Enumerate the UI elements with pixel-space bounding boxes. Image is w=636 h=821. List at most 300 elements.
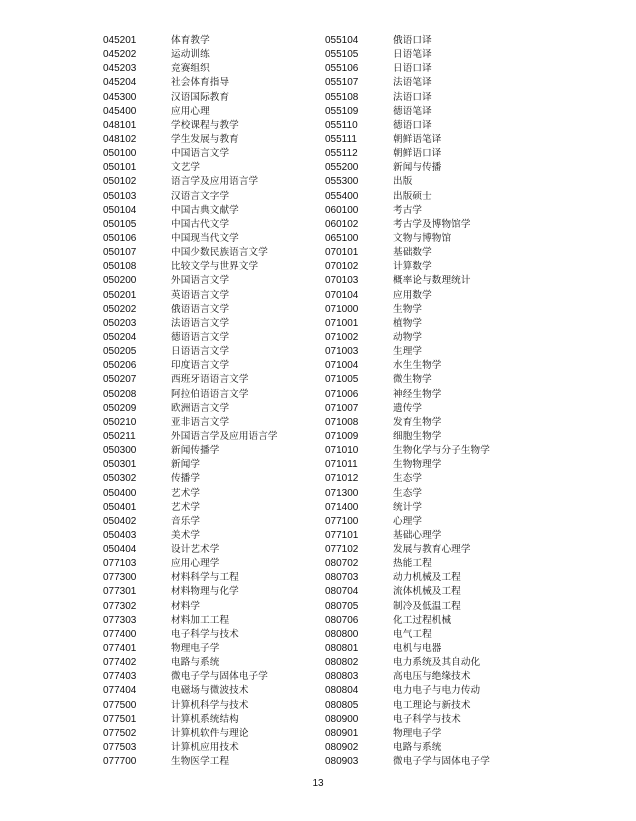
table-row xyxy=(103,246,278,260)
subject-code: 071007 xyxy=(325,402,359,414)
subject-code: 050108 xyxy=(103,261,137,273)
subject-name: 微生物学 xyxy=(393,374,432,386)
table-row xyxy=(103,614,278,628)
subject-name: 统计学 xyxy=(393,501,423,513)
subject-code: 080902 xyxy=(325,742,359,754)
table-row xyxy=(103,656,278,670)
table-row xyxy=(325,557,490,571)
table-row xyxy=(325,600,490,614)
subject-code: 077503 xyxy=(103,742,137,754)
table-row xyxy=(325,105,490,119)
subject-name: 传播学 xyxy=(171,473,201,485)
subject-code: 050106 xyxy=(103,232,137,244)
subject-name: 心理学 xyxy=(393,515,423,527)
subject-code: 071001 xyxy=(325,317,359,329)
subject-code: 055108 xyxy=(325,91,359,103)
subject-name: 运动训练 xyxy=(171,49,210,61)
subject-code: 080703 xyxy=(325,572,359,584)
subject-code: 080803 xyxy=(325,671,359,683)
subject-name: 制冷及低温工程 xyxy=(393,600,461,612)
table-row xyxy=(103,670,278,684)
subject-code: 055200 xyxy=(325,162,359,174)
table-row xyxy=(325,62,490,76)
subject-code: 071004 xyxy=(325,360,359,372)
table-row xyxy=(103,699,278,713)
table-row xyxy=(325,614,490,628)
table-row xyxy=(103,741,278,755)
subject-code: 055104 xyxy=(325,35,359,46)
table-row xyxy=(103,34,278,48)
subject-name: 中国现当代文学 xyxy=(171,232,239,244)
subject-code: 048102 xyxy=(103,133,137,145)
table-row xyxy=(325,656,490,670)
subject-name: 生态学 xyxy=(393,487,423,499)
subject-code: 055300 xyxy=(325,176,359,188)
subject-name: 阿拉伯语语言文学 xyxy=(171,388,249,400)
subject-name: 印度语言文学 xyxy=(171,360,230,372)
subject-code: 077103 xyxy=(103,558,137,570)
subject-name: 遗传学 xyxy=(393,402,423,414)
left-column xyxy=(103,34,278,769)
subject-name: 电子科学与技术 xyxy=(171,628,239,640)
subject-code: 071400 xyxy=(325,501,359,513)
subject-code: 060102 xyxy=(325,218,359,230)
subject-code: 070103 xyxy=(325,275,359,287)
subject-name: 英语语言文学 xyxy=(171,289,230,301)
table-row xyxy=(103,91,278,105)
subject-name: 日语笔译 xyxy=(393,49,432,61)
subject-code: 050401 xyxy=(103,501,137,513)
table-row xyxy=(103,48,278,62)
subject-code: 050203 xyxy=(103,317,137,329)
subject-name: 计算机软件与理论 xyxy=(171,727,249,739)
subject-code: 071002 xyxy=(325,331,359,343)
subject-code: 077302 xyxy=(103,600,137,612)
table-row xyxy=(325,345,490,359)
table-row xyxy=(103,76,278,90)
subject-name: 植物学 xyxy=(393,317,423,329)
table-row xyxy=(103,359,278,373)
table-row xyxy=(325,204,490,218)
subject-code: 077100 xyxy=(325,515,359,527)
subject-name: 应用数学 xyxy=(393,289,432,301)
table-row xyxy=(103,416,278,430)
subject-name: 应用心理 xyxy=(171,105,210,117)
subject-code: 050211 xyxy=(103,430,136,442)
subject-code: 050202 xyxy=(103,303,137,315)
subject-code: 050403 xyxy=(103,529,137,541)
subject-name: 新闻传播学 xyxy=(171,445,220,457)
subject-name: 微电子学与固体电子学 xyxy=(171,671,268,683)
subject-code: 071005 xyxy=(325,374,359,386)
table-row xyxy=(325,472,490,486)
table-row xyxy=(325,359,490,373)
table-row xyxy=(325,48,490,62)
table-row xyxy=(103,642,278,656)
subject-name: 俄语语言文学 xyxy=(171,303,230,315)
subject-code: 080804 xyxy=(325,685,359,697)
table-row xyxy=(325,699,490,713)
subject-name: 电子科学与技术 xyxy=(393,713,461,725)
subject-code: 050104 xyxy=(103,204,137,216)
subject-name: 出版硕士 xyxy=(393,190,432,202)
table-row xyxy=(325,571,490,585)
subject-name: 朝鲜语笔译 xyxy=(393,133,442,145)
subject-code: 050402 xyxy=(103,515,137,527)
subject-name: 设计艺术学 xyxy=(171,544,220,556)
subject-code: 077101 xyxy=(325,529,359,541)
subject-code: 045300 xyxy=(103,91,137,103)
subject-name: 生物化学与分子生物学 xyxy=(393,445,490,457)
subject-code: 071003 xyxy=(325,346,359,358)
subject-name: 计算机科学与技术 xyxy=(171,699,249,711)
subject-name: 物理电子学 xyxy=(393,727,442,739)
table-row xyxy=(325,175,490,189)
table-row xyxy=(103,260,278,274)
table-row xyxy=(325,317,490,331)
subject-code: 050105 xyxy=(103,218,137,230)
subject-name: 材料学 xyxy=(171,600,201,612)
subject-name: 新闻与传播 xyxy=(393,162,442,174)
subject-name: 水生生物学 xyxy=(393,360,442,372)
subject-code: 071006 xyxy=(325,388,359,400)
subject-name: 材料加工工程 xyxy=(171,614,230,626)
subject-name: 生物学 xyxy=(393,303,423,315)
subject-code: 045203 xyxy=(103,63,137,75)
subject-name: 朝鲜语口译 xyxy=(393,148,442,160)
table-row xyxy=(325,501,490,515)
subject-name: 化工过程机械 xyxy=(393,614,452,626)
subject-name: 生理学 xyxy=(393,346,423,358)
table-row xyxy=(325,430,490,444)
subject-name: 语言学及应用语言学 xyxy=(171,176,259,188)
subject-name: 电磁场与微波技术 xyxy=(171,685,249,697)
subject-name: 计算机系统结构 xyxy=(171,713,239,725)
subject-code: 077500 xyxy=(103,699,137,711)
subject-code: 050201 xyxy=(103,289,137,301)
subject-name: 材料物理与化学 xyxy=(171,586,239,598)
subject-code: 050100 xyxy=(103,148,137,160)
table-row xyxy=(103,727,278,741)
subject-name: 出版 xyxy=(393,176,413,188)
table-row xyxy=(325,628,490,642)
subject-code: 071012 xyxy=(325,473,359,485)
table-row xyxy=(325,444,490,458)
subject-code: 077300 xyxy=(103,572,137,584)
table-row xyxy=(103,147,278,161)
subject-name: 中国语言文学 xyxy=(171,148,230,160)
subject-code: 045202 xyxy=(103,49,137,61)
subject-code: 077402 xyxy=(103,657,137,669)
subject-name: 应用心理学 xyxy=(171,558,220,570)
subject-code: 050209 xyxy=(103,402,137,414)
subject-name: 法语语言文学 xyxy=(171,317,230,329)
table-row xyxy=(325,34,490,48)
subject-code: 070104 xyxy=(325,289,359,301)
table-row xyxy=(103,133,278,147)
subject-name: 学生发展与教育 xyxy=(171,133,239,145)
subject-name: 汉语言文字学 xyxy=(171,190,230,202)
subject-name: 发展与教育心理学 xyxy=(393,544,471,556)
table-row xyxy=(103,585,278,599)
table-row xyxy=(103,218,278,232)
subject-name: 中国古代文学 xyxy=(171,218,230,230)
table-row xyxy=(103,204,278,218)
table-row xyxy=(325,260,490,274)
table-row xyxy=(325,91,490,105)
table-row xyxy=(103,755,278,769)
table-row xyxy=(325,402,490,416)
subject-code: 050302 xyxy=(103,473,137,485)
subject-code: 050102 xyxy=(103,176,137,188)
subject-name: 生物医学工程 xyxy=(171,756,230,768)
subject-code: 055111 xyxy=(325,133,357,145)
subject-code: 055110 xyxy=(325,119,358,131)
subject-name: 神经生物学 xyxy=(393,388,442,400)
subject-name: 生物物理学 xyxy=(393,459,442,471)
table-row xyxy=(325,331,490,345)
subject-name: 中国少数民族语言文学 xyxy=(171,247,268,259)
subject-name: 艺术学 xyxy=(171,501,201,513)
subject-name: 德语口译 xyxy=(393,119,432,131)
subject-code: 071300 xyxy=(325,487,359,499)
subject-code: 050205 xyxy=(103,346,137,358)
subject-code: 055112 xyxy=(325,148,358,160)
subject-code: 050210 xyxy=(103,416,137,428)
table-row xyxy=(325,161,490,175)
subject-name: 文艺学 xyxy=(171,162,201,174)
subject-name: 日语语言文学 xyxy=(171,346,230,358)
table-row xyxy=(103,289,278,303)
table-row xyxy=(103,388,278,402)
subject-code: 050103 xyxy=(103,190,137,202)
table-row xyxy=(325,755,490,769)
subject-code: 077700 xyxy=(103,756,137,768)
subject-code: 080901 xyxy=(325,727,359,739)
subject-name: 发育生物学 xyxy=(393,416,442,428)
right-column xyxy=(325,34,490,769)
subject-name: 新闻学 xyxy=(171,459,201,471)
subject-name: 汉语国际教育 xyxy=(171,91,230,103)
subject-code: 045201 xyxy=(103,35,137,46)
table-row xyxy=(325,416,490,430)
table-row xyxy=(325,670,490,684)
subject-name: 物理电子学 xyxy=(171,643,220,655)
subject-name: 法语口译 xyxy=(393,91,432,103)
subject-code: 045400 xyxy=(103,105,137,117)
subject-code: 080706 xyxy=(325,614,359,626)
subject-name: 电工理论与新技术 xyxy=(393,699,471,711)
subject-name: 外国语言文学 xyxy=(171,275,230,287)
table-row xyxy=(103,472,278,486)
subject-code: 050206 xyxy=(103,360,137,372)
subject-code: 080704 xyxy=(325,586,359,598)
table-row xyxy=(103,501,278,515)
table-row xyxy=(103,458,278,472)
table-row xyxy=(103,105,278,119)
subject-name: 美术学 xyxy=(171,529,201,541)
subject-name: 外国语言学及应用语言学 xyxy=(171,430,278,442)
subject-name: 基础数学 xyxy=(393,247,432,259)
table-row xyxy=(325,543,490,557)
table-row xyxy=(325,642,490,656)
subject-name: 中国古典文献学 xyxy=(171,204,239,216)
table-row xyxy=(103,190,278,204)
table-row xyxy=(103,175,278,189)
subject-name: 法语笔译 xyxy=(393,77,432,89)
subject-name: 电力系统及其自动化 xyxy=(393,657,481,669)
table-row xyxy=(103,515,278,529)
subject-name: 德语笔译 xyxy=(393,105,432,117)
table-row xyxy=(103,628,278,642)
subject-code: 055107 xyxy=(325,77,359,89)
subject-name: 音乐学 xyxy=(171,515,201,527)
subject-code: 080800 xyxy=(325,628,359,640)
subject-name: 考古学及博物馆学 xyxy=(393,218,471,230)
table-row xyxy=(325,147,490,161)
table-row xyxy=(325,232,490,246)
subject-code: 050404 xyxy=(103,544,137,556)
subject-code: 080802 xyxy=(325,657,359,669)
subject-code: 071008 xyxy=(325,416,359,428)
subject-name: 比较文学与世界文学 xyxy=(171,261,259,273)
subject-code: 050200 xyxy=(103,275,137,287)
table-row xyxy=(325,727,490,741)
table-row xyxy=(103,543,278,557)
subject-code: 065100 xyxy=(325,232,359,244)
subject-name: 德语语言文学 xyxy=(171,331,230,343)
table-row xyxy=(325,388,490,402)
subject-code: 070102 xyxy=(325,261,359,273)
subject-code: 077403 xyxy=(103,671,137,683)
subject-code: 060100 xyxy=(325,204,359,216)
subject-code: 055106 xyxy=(325,63,359,75)
subject-name: 竞赛组织 xyxy=(171,63,210,75)
subject-name: 电机与电器 xyxy=(393,643,442,655)
table-row xyxy=(325,303,490,317)
subject-name: 学校课程与教学 xyxy=(171,119,239,131)
table-row xyxy=(325,458,490,472)
subject-code: 077404 xyxy=(103,685,137,697)
subject-name: 俄语口译 xyxy=(393,35,432,46)
subject-code: 045204 xyxy=(103,77,137,89)
table-row xyxy=(103,444,278,458)
table-row xyxy=(103,373,278,387)
table-row xyxy=(325,190,490,204)
table-row xyxy=(325,76,490,90)
table-row xyxy=(103,331,278,345)
subject-code: 077502 xyxy=(103,727,137,739)
subject-code: 071009 xyxy=(325,430,359,442)
subject-name: 电力电子与电力传动 xyxy=(393,685,481,697)
table-row xyxy=(325,529,490,543)
subject-code: 080702 xyxy=(325,558,359,570)
subject-name: 社会体育指导 xyxy=(171,77,230,89)
subject-code: 055400 xyxy=(325,190,359,202)
subject-code: 050208 xyxy=(103,388,137,400)
subject-code: 077501 xyxy=(103,713,137,725)
table-row xyxy=(103,600,278,614)
subject-name: 流体机械及工程 xyxy=(393,586,461,598)
subject-name: 欧洲语言文学 xyxy=(171,402,230,414)
subject-name: 基础心理学 xyxy=(393,529,442,541)
subject-code: 071010 xyxy=(325,445,359,457)
subject-name: 生态学 xyxy=(393,473,423,485)
subject-code: 071011 xyxy=(325,459,358,471)
subject-name: 日语口译 xyxy=(393,63,432,75)
subject-name: 西班牙语语言文学 xyxy=(171,374,249,386)
table-row xyxy=(103,303,278,317)
subject-code: 077301 xyxy=(103,586,137,598)
subject-name: 动物学 xyxy=(393,331,423,343)
subject-code: 077400 xyxy=(103,628,137,640)
table-row xyxy=(103,402,278,416)
subject-name: 热能工程 xyxy=(393,558,432,570)
table-row xyxy=(103,557,278,571)
subject-name: 亚非语言文学 xyxy=(171,416,230,428)
subject-code: 050300 xyxy=(103,445,137,457)
table-row xyxy=(103,713,278,727)
subject-name: 高电压与绝缘技术 xyxy=(393,671,471,683)
table-row xyxy=(103,345,278,359)
subject-code: 050301 xyxy=(103,459,137,471)
subject-name: 概率论与数理统计 xyxy=(393,275,471,287)
table-row xyxy=(325,133,490,147)
subject-name: 体育教学 xyxy=(171,35,210,46)
subject-code: 077303 xyxy=(103,614,137,626)
subject-name: 动力机械及工程 xyxy=(393,572,461,584)
table-row xyxy=(103,317,278,331)
table-row xyxy=(325,741,490,755)
table-row xyxy=(325,713,490,727)
subject-code: 055105 xyxy=(325,49,359,61)
page-number: 13 xyxy=(312,778,324,789)
table-row xyxy=(325,218,490,232)
subject-code: 080805 xyxy=(325,699,359,711)
subject-code: 077102 xyxy=(325,544,359,556)
subject-code: 070101 xyxy=(325,247,359,259)
subject-code: 050204 xyxy=(103,331,137,343)
table-row xyxy=(103,232,278,246)
subject-code: 050107 xyxy=(103,247,137,259)
subject-name: 考古学 xyxy=(393,204,423,216)
subject-code: 080903 xyxy=(325,756,359,768)
subject-code: 071000 xyxy=(325,303,359,315)
subject-name: 电气工程 xyxy=(393,628,432,640)
subject-code: 080705 xyxy=(325,600,359,612)
subject-name: 材料科学与工程 xyxy=(171,572,239,584)
table-row xyxy=(325,684,490,698)
table-row xyxy=(325,289,490,303)
subject-code: 050101 xyxy=(103,162,137,174)
subject-code: 050207 xyxy=(103,374,137,386)
table-row xyxy=(103,430,278,444)
subject-code: 048101 xyxy=(103,119,137,131)
table-row xyxy=(103,119,278,133)
subject-code: 080801 xyxy=(325,643,359,655)
table-row xyxy=(325,246,490,260)
subject-name: 微电子学与固体电子学 xyxy=(393,756,490,768)
subject-name: 电路与系统 xyxy=(171,657,220,669)
subject-name: 艺术学 xyxy=(171,487,201,499)
table-row xyxy=(325,487,490,501)
subject-name: 电路与系统 xyxy=(393,742,442,754)
subject-code: 050400 xyxy=(103,487,137,499)
subject-code: 080900 xyxy=(325,713,359,725)
table-row xyxy=(325,585,490,599)
table-row xyxy=(325,119,490,133)
table-row xyxy=(325,373,490,387)
